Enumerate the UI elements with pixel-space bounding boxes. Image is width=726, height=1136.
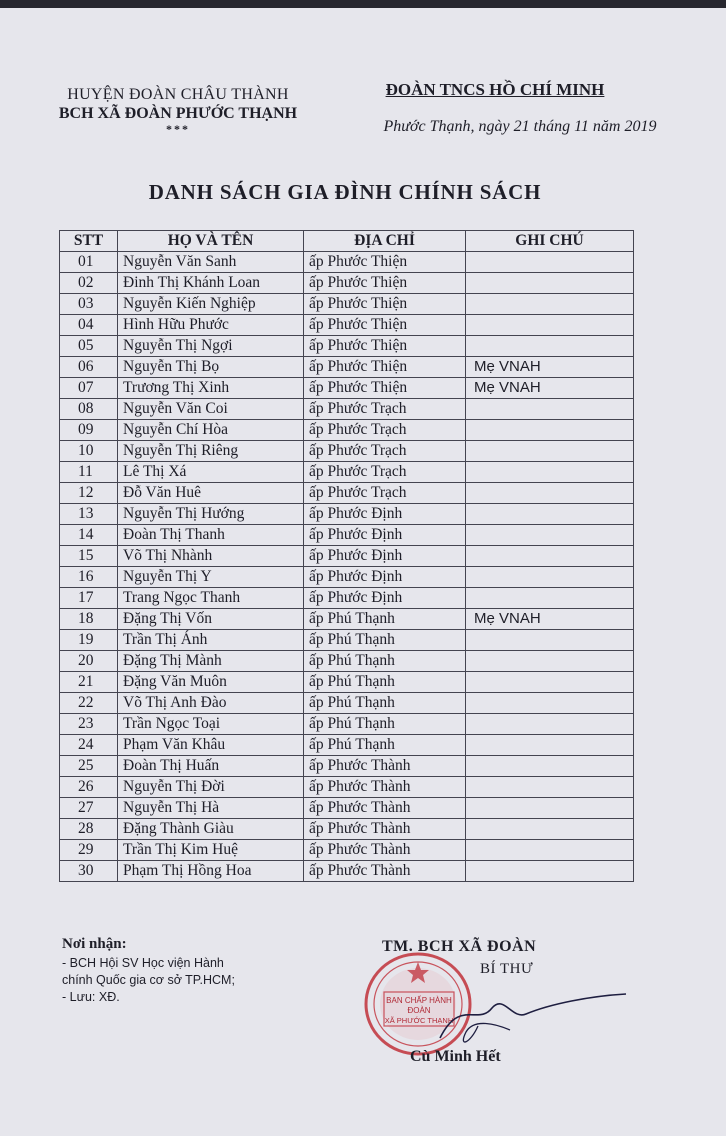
cell-name: Phạm Thị Hồng Hoa [118,861,304,882]
cell-name: Võ Thị Nhành [118,546,304,567]
cell-name: Nguyễn Văn Sanh [118,252,304,273]
cell-stt: 06 [60,357,118,378]
cell-name: Trần Thị Ánh [118,630,304,651]
cell-name: Nguyễn Văn Coi [118,399,304,420]
cell-note: Mẹ VNAH [466,357,634,378]
cell-address: ấp Phước Thiện [304,315,466,336]
cell-note [466,672,634,693]
table-row [60,525,634,546]
table-row [60,504,634,525]
cell-stt: 13 [60,504,118,525]
table-row [60,357,634,378]
cell-address: ấp Phú Thạnh [304,630,466,651]
cell-stt: 26 [60,777,118,798]
cell-note [466,777,634,798]
cell-name: Trương Thị Xinh [118,378,304,399]
cell-name: Nguyễn Thị Đời [118,777,304,798]
table-row [60,399,634,420]
table-body [60,252,634,882]
table-row [60,777,634,798]
cell-name: Đỗ Văn Huê [118,483,304,504]
table-row [60,735,634,756]
cell-name: Nguyễn Chí Hòa [118,420,304,441]
cell-name: Đinh Thị Khánh Loan [118,273,304,294]
cell-stt: 23 [60,714,118,735]
families-table [59,230,634,882]
cell-stt: 14 [60,525,118,546]
recipients-title: Nơi nhận: [62,936,127,952]
cell-address: ấp Phước Trạch [304,399,466,420]
cell-stt: 09 [60,420,118,441]
handwritten-signature-icon [400,968,630,1058]
cell-address: ấp Phước Thiện [304,252,466,273]
cell-address: ấp Phước Định [304,546,466,567]
cell-address: ấp Phước Định [304,525,466,546]
cell-stt: 30 [60,861,118,882]
cell-name: Nguyễn Thị Y [118,567,304,588]
table-row [60,672,634,693]
cell-name: Trần Thị Kim Huệ [118,840,304,861]
cell-address: ấp Phước Trạch [304,462,466,483]
cell-note [466,630,634,651]
cell-note [466,483,634,504]
signer-role: BÍ THƯ [480,961,534,977]
cell-name: Nguyễn Thị Hà [118,798,304,819]
table-row [60,714,634,735]
cell-stt: 15 [60,546,118,567]
recipients-block [62,936,322,1006]
document-page [0,8,726,1136]
cell-address: ấp Phước Thành [304,798,466,819]
cell-address: ấp Phú Thạnh [304,672,466,693]
cell-name: Lê Thị Xá [118,462,304,483]
cell-name: Đặng Văn Muôn [118,672,304,693]
cell-stt: 08 [60,399,118,420]
table-row [60,651,634,672]
cell-note: Mẹ VNAH [466,378,634,399]
cell-note [466,840,634,861]
table-row [60,483,634,504]
cell-name: Trang Ngọc Thanh [118,588,304,609]
cell-note [466,525,634,546]
cell-note [466,798,634,819]
cell-stt: 17 [60,588,118,609]
cell-note [466,735,634,756]
cell-stt: 24 [60,735,118,756]
cell-stt: 19 [60,630,118,651]
cell-note [466,504,634,525]
column-header-note: GHI CHÚ [466,231,634,252]
cell-name: Đặng Thành Giàu [118,819,304,840]
cell-name: Nguyễn Thị Riêng [118,441,304,462]
table-row [60,756,634,777]
cell-address: ấp Phú Thạnh [304,651,466,672]
organization-header [340,80,680,136]
district-union-name: HUYỆN ĐOÀN CHÂU THÀNH [67,86,289,103]
cell-note [466,294,634,315]
cell-stt: 22 [60,693,118,714]
cell-address: ấp Phước Định [304,567,466,588]
cell-name: Đoàn Thị Huấn [118,756,304,777]
cell-address: ấp Phước Thành [304,840,466,861]
cell-note [466,651,634,672]
cell-stt: 28 [60,819,118,840]
cell-address: ấp Phước Thiện [304,273,466,294]
cell-address: ấp Phước Thành [304,756,466,777]
cell-note [466,756,634,777]
table-row [60,252,634,273]
cell-stt: 03 [60,294,118,315]
cell-stt: 27 [60,798,118,819]
table-row [60,441,634,462]
cell-stt: 02 [60,273,118,294]
cell-stt: 07 [60,378,118,399]
table-row [60,588,634,609]
column-header-stt: STT [60,231,118,252]
cell-note [466,588,634,609]
table-row [60,420,634,441]
table-row [60,567,634,588]
cell-name: Phạm Văn Khâu [118,735,304,756]
cell-address: ấp Phước Thành [304,777,466,798]
recipient-line: - BCH Hội SV Học viện Hành [62,956,224,970]
cell-stt: 05 [60,336,118,357]
document-title: DANH SÁCH GIA ĐÌNH CHÍNH SÁCH [148,180,542,204]
cell-stt: 25 [60,756,118,777]
cell-address: ấp Phước Thiện [304,378,466,399]
cell-note [466,714,634,735]
cell-note: Mẹ VNAH [466,609,634,630]
cell-note [466,336,634,357]
cell-address: ấp Phước Thiện [304,357,466,378]
table-row [60,336,634,357]
cell-address: ấp Phú Thạnh [304,714,466,735]
cell-note [466,462,634,483]
cell-address: ấp Phú Thạnh [304,735,466,756]
cell-address: ấp Phú Thạnh [304,609,466,630]
cell-name: Đặng Thị Mành [118,651,304,672]
cell-stt: 21 [60,672,118,693]
table-row [60,378,634,399]
recipient-line: chính Quốc gia cơ sở TP.HCM; [62,973,235,987]
cell-name: Nguyễn Kiến Nghiệp [118,294,304,315]
table-row [60,273,634,294]
cell-stt: 04 [60,315,118,336]
cell-address: ấp Phú Thạnh [304,693,466,714]
cell-stt: 29 [60,840,118,861]
cell-note [466,273,634,294]
cell-name: Nguyễn Thị Hướng [118,504,304,525]
signer-name: Cù Minh Hết [410,1048,501,1065]
svg-text:XÃ PHƯỚC THẠNH: XÃ PHƯỚC THẠNH [384,1016,454,1025]
table-row [60,630,634,651]
cell-note [466,315,634,336]
cell-address: ấp Phước Thành [304,819,466,840]
cell-stt: 16 [60,567,118,588]
cell-stt: 01 [60,252,118,273]
cell-address: ấp Phước Trạch [304,483,466,504]
cell-address: ấp Phước Trạch [304,441,466,462]
cell-stt: 10 [60,441,118,462]
cell-name: Võ Thị Anh Đào [118,693,304,714]
cell-stt: 20 [60,651,118,672]
cell-name: Đoàn Thị Thanh [118,525,304,546]
table-row [60,609,634,630]
organization-name: ĐOÀN TNCS HỒ CHÍ MINH [385,80,605,99]
cell-name: Nguyễn Thị Ngợi [118,336,304,357]
cell-address: ấp Phước Định [304,588,466,609]
cell-note [466,441,634,462]
cell-address: ấp Phước Thành [304,861,466,882]
issue-date: Phước Thạnh, ngày 21 tháng 11 năm 2019 [383,118,657,135]
cell-name: Đặng Thị Vốn [118,609,304,630]
table-row [60,546,634,567]
table-row [60,861,634,882]
header-stars: *** [166,122,190,136]
cell-note [466,399,634,420]
table-row [60,294,634,315]
cell-note [466,546,634,567]
cell-name: Trần Ngọc Toại [118,714,304,735]
table-row [60,462,634,483]
column-header-address: ĐỊA CHỈ [304,231,466,252]
signature-block [340,928,640,1078]
table-row [60,840,634,861]
cell-note [466,693,634,714]
cell-note [466,567,634,588]
cell-stt: 12 [60,483,118,504]
signer-position: TM. BCH XÃ ĐOÀN [382,938,537,955]
table-row [60,315,634,336]
column-header-name: HỌ VÀ TÊN [118,231,304,252]
svg-text:BAN CHẤP HÀNH: BAN CHẤP HÀNH [386,996,452,1005]
recipient-line: - Lưu: XĐ. [62,990,120,1004]
cell-address: ấp Phước Thiện [304,336,466,357]
cell-stt: 11 [60,462,118,483]
svg-text:ĐOÀN: ĐOÀN [407,1006,431,1015]
cell-address: ấp Phước Trạch [304,420,466,441]
cell-address: ấp Phước Thiện [304,294,466,315]
cell-note [466,861,634,882]
cell-name: Nguyễn Thị Bọ [118,357,304,378]
cell-stt: 18 [60,609,118,630]
cell-note [466,819,634,840]
commune-committee-name: BCH XÃ ĐOÀN PHƯỚC THẠNH [58,105,298,122]
issuer-header [28,86,328,135]
table-row [60,693,634,714]
cell-note [466,252,634,273]
cell-address: ấp Phước Định [304,504,466,525]
table-header-row [60,231,634,252]
table-row [60,819,634,840]
cell-note [466,420,634,441]
cell-name: Hình Hữu Phước [118,315,304,336]
table-row [60,798,634,819]
